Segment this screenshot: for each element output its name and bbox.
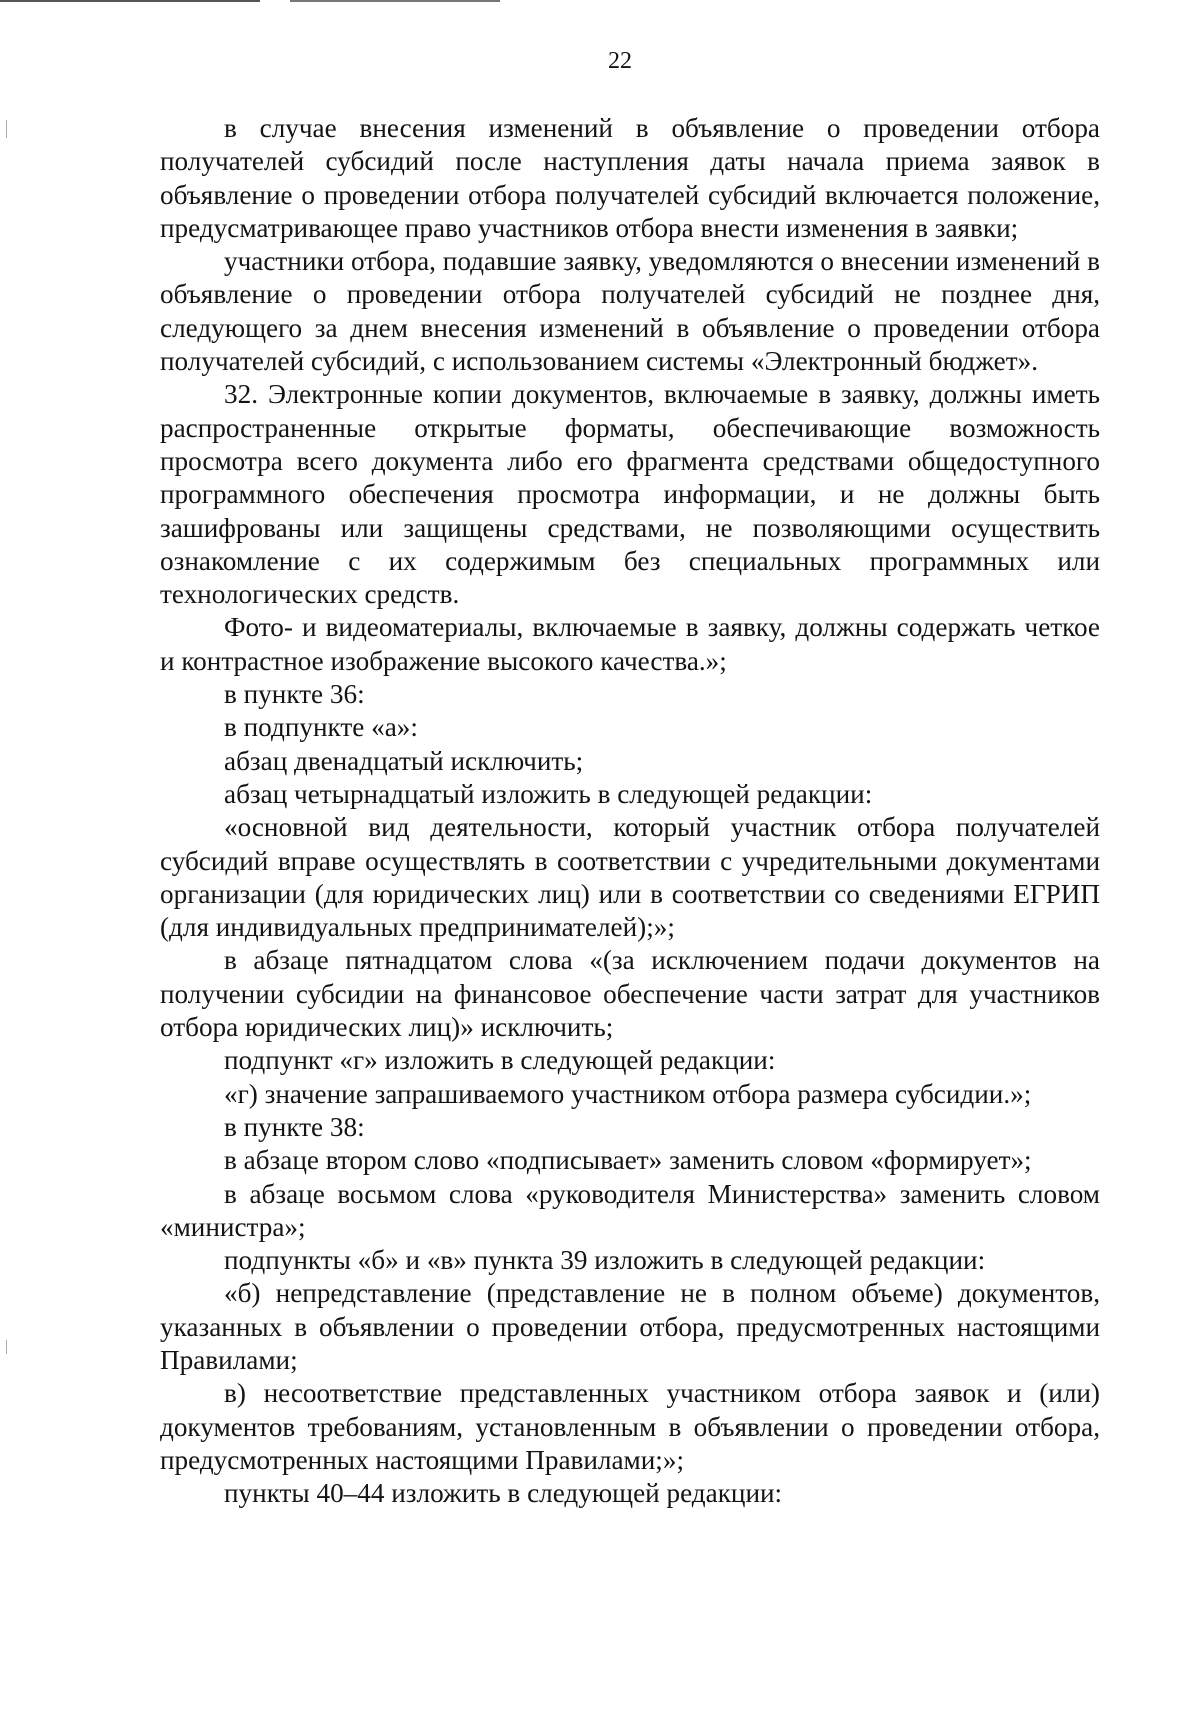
paragraph: подпункт «г» изложить в следующей редакции:: [224, 1045, 776, 1076]
page-number: 22: [608, 48, 632, 74]
scan-edge-mark: [6, 1340, 7, 1354]
scan-edge-line: [290, 0, 500, 2]
paragraph: в пункте 38:: [224, 1111, 365, 1142]
paragraph: в абзаце втором слово «подписывает» заменить словом «формирует»;: [224, 1145, 1032, 1176]
paragraph: в пункте 36:: [224, 679, 365, 710]
paragraph: в подпункте «а»:: [224, 712, 418, 743]
paragraph: в) несоответствие представленных участником отбора заявок и (или) документов требованиям, установленным в объявлении о проведении отбора, предусмотренных настоящими Правилами;»;: [160, 1378, 1100, 1475]
paragraph: абзац четырнадцатый изложить в следующей редакции:: [224, 778, 873, 809]
paragraph: Фото- и видеоматериалы, включаемые в заявку, должны содержать четкое и контрастное изображение высокого качества.»;: [160, 612, 1100, 676]
scan-edge-mark: [6, 120, 7, 138]
paragraph: «основной вид деятельности, который участник отбора получателей субсидий вправе осуществлять в соответствии с учредительными документами организации (для юридических лиц) или в соответствии со сведениями ЕГРИП (для индивидуальных предпринимателей);»;: [160, 812, 1100, 943]
paragraph: участники отбора, подавшие заявку, уведомляются о внесении изменений в объявление о проведении отбора получателей субсидий не позднее дня, следующего за днем внесения изменений в объявление о проведении отбора получателей субсидий, с использованием системы «Электронный бюджет».: [160, 246, 1100, 377]
paragraph: 32. Электронные копии документов, включаемые в заявку, должны иметь распространенные открытые форматы, обеспечивающие возможность просмотра всего документа либо его фрагмента средствами общедоступного программного обеспечения просмотра информации, и не должны быть зашифрованы или защищены средствами, не позволяющими осуществить ознакомление с их содержимым без специальных программных или технологических средств.: [160, 379, 1100, 610]
scan-edge-line: [0, 0, 260, 2]
paragraph: «г) значение запрашиваемого участником отбора размера субсидии.»;: [224, 1078, 1032, 1109]
paragraph: в абзаце восьмом слова «руководителя Министерства» заменить словом «министра»;: [160, 1178, 1100, 1242]
paragraph: пункты 40–44 изложить в следующей редакции:: [224, 1478, 783, 1509]
paragraph: абзац двенадцатый исключить;: [224, 745, 584, 776]
paragraph: подпункты «б» и «в» пункта 39 изложить в следующей редакции:: [224, 1245, 986, 1276]
paragraph: в случае внесения изменений в объявление о проведении отбора получателей субсидий после наступления даты начала приема заявок в объявление о проведении отбора получателей субсидий включается положение, предусматривающее право участников отбора внести изменения в заявки;: [160, 113, 1100, 243]
paragraph: в абзаце пятнадцатом слова «(за исключением подачи документов на получении субсидии на финансовое обеспечение части затрат для участников отбора юридических лиц)» исключить;: [160, 945, 1100, 1043]
paragraph: «б) непредставление (представление не в полном объеме) документов, указанных в объявлении о проведении отбора, предусмотренных настоящими Правилами;: [160, 1278, 1100, 1375]
document-body: [160, 112, 1100, 1510]
